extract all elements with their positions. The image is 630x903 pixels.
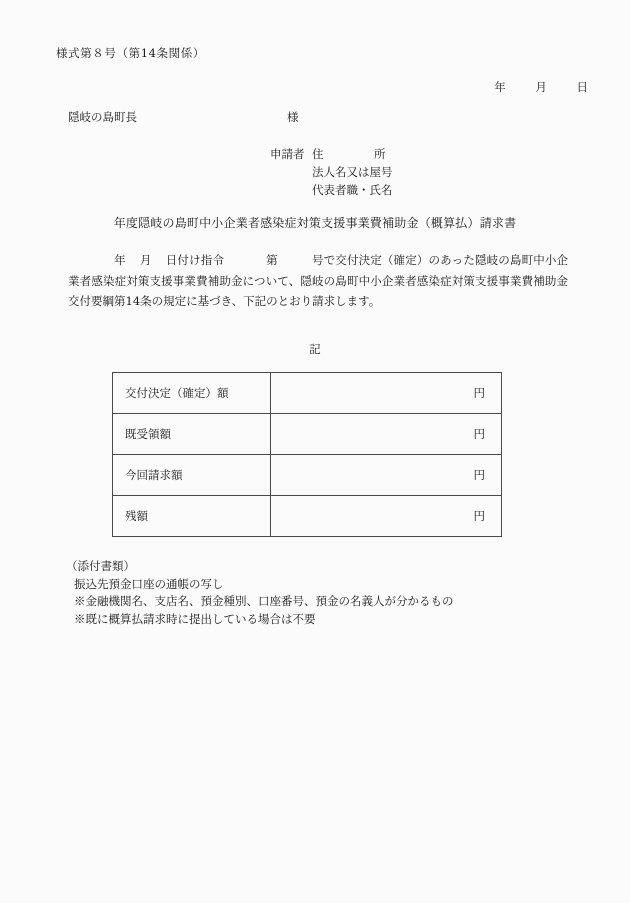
applicant-entity-label: 法人名又は屋号 xyxy=(312,165,393,179)
attachment-item-exemption-note: ※既に概算払請求時に提出している場合は不要 xyxy=(74,611,316,626)
row-value-already-received[interactable]: 円 xyxy=(271,414,502,455)
recipient-honorific: 様 xyxy=(287,110,299,124)
applicant-address-label-part2: 所 xyxy=(374,147,386,161)
body-paragraph xyxy=(68,250,568,312)
attachments-section xyxy=(66,558,454,628)
applicant-representative-label: 代表者職・氏名 xyxy=(312,183,393,197)
attachment-item-details-note: ※金融機関名、支店名、預金種別、口座番号、預金の名義人が分かるもの xyxy=(74,594,454,608)
body-line1-tail: 号で交付決定（確定）のあった隠岐の島町中小企業者 xyxy=(68,253,569,288)
applicant-entity-row xyxy=(270,163,393,181)
body-order-label: 日付け指令 xyxy=(165,253,225,267)
table-row xyxy=(113,414,502,455)
row-value-current-claim[interactable]: 円 xyxy=(271,455,502,496)
date-day-label: 日 xyxy=(576,80,588,94)
document-title: 年度隠岐の島町中小企業者感染症対策支援事業費補助金（概算払）請求書 xyxy=(113,216,517,230)
applicant-address-label-part1: 住 xyxy=(312,147,324,161)
ki-marker: 記 xyxy=(309,342,321,356)
table-row xyxy=(113,455,502,496)
table-row xyxy=(113,373,502,414)
form-number: 様式第８号（第14条関係） xyxy=(56,46,205,60)
attachments-heading: （添付書類） xyxy=(66,559,135,573)
row-label-already-received: 既受領額 xyxy=(113,414,271,455)
body-number-prefix: 第 xyxy=(266,253,278,267)
row-value-balance[interactable]: 円 xyxy=(271,496,502,537)
row-value-grant-decision[interactable]: 円 xyxy=(271,373,502,414)
applicant-block xyxy=(270,145,393,199)
date-line xyxy=(494,79,588,95)
body-line3: 綱第14条の規定に基づき、下記のとおり請求します。 xyxy=(102,294,381,308)
applicant-lead-label: 申請者 xyxy=(270,147,305,161)
date-year-label: 年 xyxy=(494,80,506,94)
row-label-current-claim: 今回請求額 xyxy=(113,455,271,496)
amount-table xyxy=(112,372,502,537)
applicant-representative-row xyxy=(270,181,393,199)
row-label-balance: 残額 xyxy=(113,496,271,537)
recipient-line xyxy=(68,109,299,125)
body-year-label: 年 xyxy=(114,253,126,267)
row-label-grant-decision: 交付決定（確定）額 xyxy=(113,373,271,414)
recipient-name: 隠岐の島町長 xyxy=(68,110,137,124)
applicant-address-label xyxy=(312,145,386,163)
applicant-address-row xyxy=(270,145,393,163)
attachment-item-passbook: 振込先預金口座の通帳の写し xyxy=(74,576,224,591)
body-month-label: 月 xyxy=(139,253,152,267)
date-month-label: 月 xyxy=(535,80,547,94)
body-line2: 感染症対策支援事業費補助金について、隠岐の島町中小企業者感染症対策支援事業費補助金交付要 xyxy=(68,273,569,308)
table-row xyxy=(113,496,502,537)
